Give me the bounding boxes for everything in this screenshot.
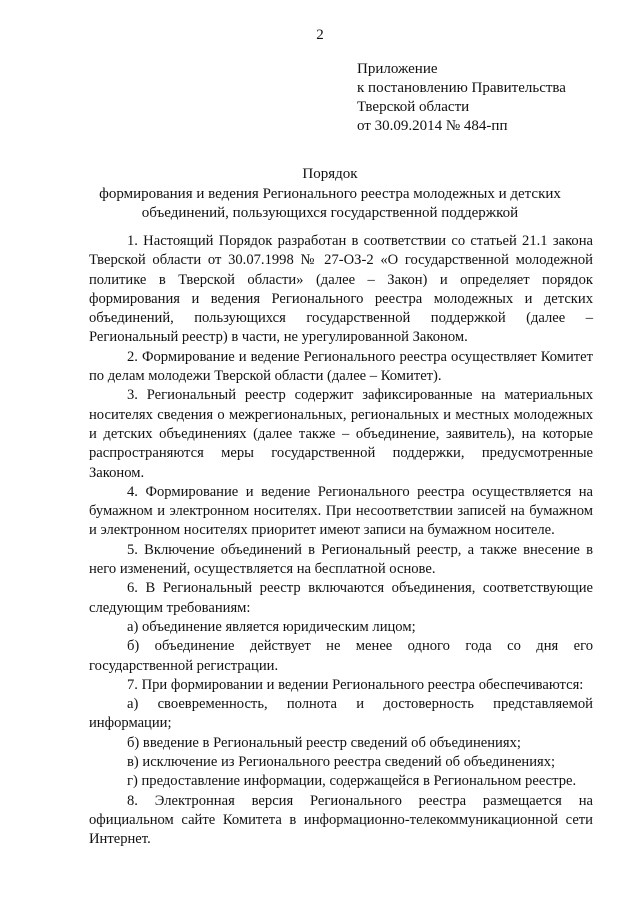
paragraph-8: 8. Электронная версия Регионального реестра размещается на официальном сайте Комитета в информационно-телекоммуникационной сети Интернет. xyxy=(89,792,593,848)
paragraph-7c: в) исключение из Регионального реестра сведений об объединениях; xyxy=(127,754,556,771)
paragraph-6a: а) объединение является юридическим лицом; xyxy=(127,618,416,635)
paragraph-7a: а) своевременность, полнота и достоверность представляемой информации; xyxy=(89,696,593,732)
paragraph-2: 2. Формирование и ведение Регионального реестра осуществляет Комитет по делам молодежи Тверской области (далее – Комитет). xyxy=(89,348,593,385)
paragraph-4: 4. Формирование и ведение Регионального реестра осуществляется на бумажном и электронном носителях. При несоответствии записей на бумажном и электронном носителях приоритет имеют записи на бумажном носителе. xyxy=(89,483,593,539)
appendix-block xyxy=(357,60,627,136)
paragraph-1: 1. Настоящий Порядок разработан в соответствии со статьей 21.1 закона Тверской области от 30.07.1998 № 27-ОЗ-2 «О государственной молодежной политике в Тверской области» (далее – Закон) и определяет порядок формирования и ведения Регионального реестра молодежных и детских объединений, пользующихся государственной поддержкой (далее – Региональный реестр) в части, не урегулированной Законом. xyxy=(89,233,593,346)
paragraph-7: 7. При формировании и ведении Регионального реестра обеспечиваются: xyxy=(127,676,584,693)
paragraph-3: 3. Региональный реестр содержит зафиксированные на материальных носителях сведения о межрегиональных, региональных и местных молодежных и детских объединениях (далее также – объединение, заявитель), на которые распространяются меры государственной поддержки, предусмотренные Законом. xyxy=(89,387,593,481)
page-number: 2 xyxy=(316,27,324,43)
paragraph-5: 5. Включение объединений в Региональный реестр, а также внесение в него изменений, осуществляется на бесплатной основе. xyxy=(89,541,593,578)
appendix-line-1: Приложение xyxy=(357,61,438,77)
appendix-line-2: к постановлению Правительства xyxy=(357,80,566,96)
title-heading: Порядок xyxy=(302,166,358,182)
appendix-line-4: от 30.09.2014 № 484-пп xyxy=(357,118,508,134)
title-subtitle: формирования и ведения Регионального реестра молодежных и детских объединений, пользующихся государственной поддержкой xyxy=(99,185,561,221)
document-title xyxy=(80,165,580,224)
paragraph-7d: г) предоставление информации, содержащейся в Региональном реестре. xyxy=(127,773,577,790)
paragraph-6b: б) объединение действует не менее одного года со дня его государственной регистрации. xyxy=(89,638,593,674)
paragraph-6: 6. В Региональный реестр включаются объединения, соответствующие следующим требованиям: xyxy=(89,580,593,616)
document-body xyxy=(89,232,593,850)
appendix-line-3: Тверской области xyxy=(357,99,470,115)
paragraph-7b: б) введение в Региональный реестр сведений об объединениях; xyxy=(127,734,521,751)
